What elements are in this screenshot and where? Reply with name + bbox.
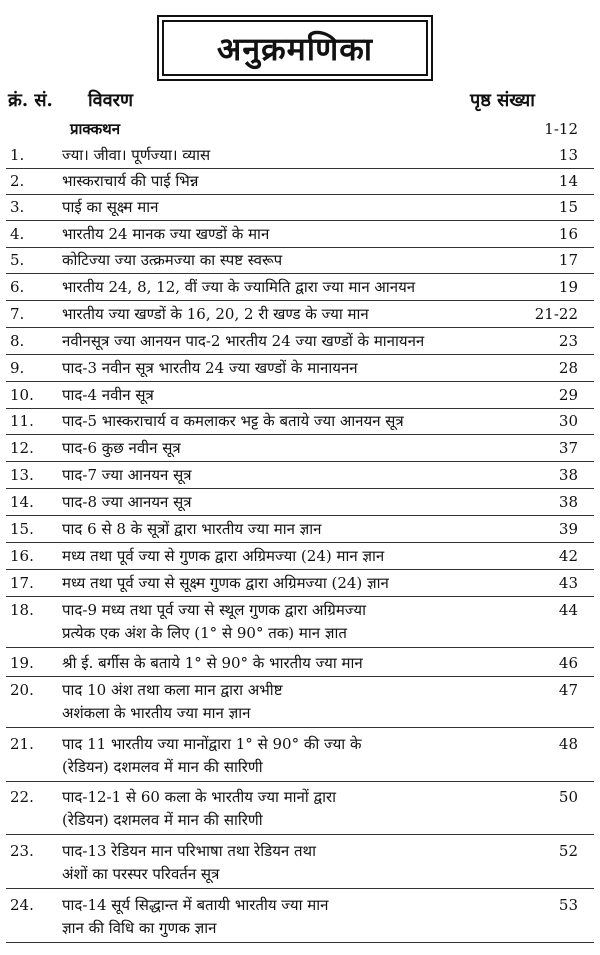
toc-entry-title: पाद-14 सूर्य सिद्धान्त में बतायी भारतीय ज्या मान [62, 896, 329, 914]
row-divider [6, 647, 594, 648]
toc-entry-title: पाद 11 भारतीय ज्या मानोंद्वारा 1° से 90° की ज्या के [62, 735, 362, 753]
toc-preface-label: प्राक्कथन [70, 120, 121, 138]
toc-entry-number: 21. [10, 735, 34, 753]
toc-entry-number: 6. [10, 278, 25, 296]
toc-entry-title: श्री ई. बर्गीस के बताये 1° से 90° के भारतीय ज्या मान [62, 654, 363, 672]
toc-entry-number: 23. [10, 842, 34, 860]
toc-entry-number: 20. [10, 681, 34, 699]
row-divider [6, 727, 594, 728]
toc-entry-page: 46 [558, 654, 578, 672]
toc-entry-title: पाद-6 कुछ नवीन सूत्र [62, 439, 181, 457]
toc-entry-title: पाद-8 ज्या आनयन सूत्र [62, 493, 192, 511]
row-divider [6, 834, 594, 835]
row-divider [6, 942, 594, 943]
toc-entry-page: 48 [558, 735, 578, 753]
toc-entry-title-continued: अशंकला के भारतीय ज्या मान ज्ञान [62, 704, 251, 722]
toc-entry-page: 17 [558, 251, 578, 269]
toc-entry-page: 44 [558, 601, 578, 619]
row-divider [6, 220, 594, 221]
toc-entry-title-continued: अंशों का परस्पर परिवर्तन सूत्र [62, 865, 220, 883]
toc-entry-number: 2. [10, 172, 25, 190]
row-divider [6, 596, 594, 597]
toc-entry-page: 52 [558, 842, 578, 860]
toc-entry-title: भारतीय 24, 8, 12, वीं ज्या के ज्यामिति द्वारा ज्या मान आनयन [62, 278, 416, 296]
toc-entry-title-continued: (रेडियन) दशमलव में मान की सारिणी [62, 758, 263, 776]
toc-entry-title: पाद-5 भास्कराचार्य व कमलाकर भट्ट के बताये ज्या आनयन सूत्र [62, 412, 404, 430]
toc-entry-number: 8. [10, 332, 25, 350]
toc-entry-title: पाद 10 अंश तथा कला मान द्वारा अभीष्ट [62, 681, 283, 699]
toc-entry-number: 7. [10, 305, 25, 323]
row-divider [6, 381, 594, 382]
toc-entry-page: 21-22 [534, 305, 578, 323]
toc-entry-title: भास्कराचार्य की पाई भिन्न [62, 172, 199, 190]
row-divider [6, 434, 594, 435]
toc-entry-page: 13 [558, 146, 578, 164]
toc-entry-page: 23 [558, 332, 578, 350]
toc-entry-number: 16. [10, 547, 34, 565]
toc-entry-title: पाद 6 से 8 के सूत्रों द्वारा भारतीय ज्या मान ज्ञान [62, 520, 322, 538]
row-divider [6, 676, 594, 677]
toc-entry-number: 13. [10, 466, 34, 484]
toc-entry-title: कोटिज्या ज्या उत्क्रमज्या का स्पष्ट स्वरूप [62, 251, 283, 269]
toc-entry-number: 11. [10, 412, 34, 430]
toc-entry-title: पाद-12-1 से 60 कला के भारतीय ज्या मानों द्वारा [62, 788, 337, 806]
row-divider [6, 194, 594, 195]
row-divider [6, 542, 594, 543]
toc-entry-title: पाई का सूक्ष्म मान [62, 198, 159, 216]
header-page-number: पृष्ठ संख्या [470, 90, 535, 111]
toc-entry-page: 43 [558, 574, 578, 592]
toc-entry-page: 39 [558, 520, 578, 538]
toc-entry-title: मध्य तथा पूर्व ज्या से गुणक द्वारा अग्रिमज्या (24) मान ज्ञान [62, 547, 385, 565]
toc-entry-title: भारतीय 24 मानक ज्या खण्डों के मान [62, 225, 270, 243]
toc-entry-page: 53 [558, 896, 578, 914]
toc-entry-title-continued: (रेडियन) दशमलव में मान की सारिणी [62, 811, 263, 829]
toc-entry-title: पाद-13 रेडियन मान परिभाषा तथा रेडियन तथा [62, 842, 317, 860]
row-divider [6, 515, 594, 516]
row-divider [6, 569, 594, 570]
toc-entry-page: 28 [558, 359, 578, 377]
row-divider [6, 247, 594, 248]
toc-entry-title-continued: ज्ञान की विधि का गुणक ज्ञान [62, 919, 217, 937]
toc-entry-page: 38 [558, 466, 578, 484]
row-divider [6, 888, 594, 889]
toc-entry-number: 5. [10, 251, 25, 269]
toc-entry-title-continued: प्रत्येक एक अंश के लिए (1° से 90° तक) मान ज्ञात [62, 624, 347, 642]
toc-entry-number: 18. [10, 601, 34, 619]
toc-entry-number: 14. [10, 493, 34, 511]
row-divider [6, 354, 594, 355]
row-divider [6, 300, 594, 301]
toc-entry-page: 37 [558, 439, 578, 457]
toc-entry-page: 14 [558, 172, 578, 190]
row-divider [6, 461, 594, 462]
toc-entry-page: 19 [558, 278, 578, 296]
toc-entry-number: 24. [10, 896, 34, 914]
toc-preface-page: 1-12 [544, 120, 578, 138]
toc-entry-number: 1. [10, 146, 25, 164]
toc-entry-title: ज्या। जीवा। पूर्णज्या। व्यास [62, 146, 211, 164]
toc-entry-number: 22. [10, 788, 34, 806]
row-divider [6, 408, 594, 409]
toc-entry-page: 16 [558, 225, 578, 243]
toc-entry-title: नवीनसूत्र ज्या आनयन पाद-2 भारतीय 24 ज्या खण्डों के मानायनन [62, 332, 425, 350]
row-divider [6, 168, 594, 169]
toc-entry-page: 42 [558, 547, 578, 565]
toc-entry-number: 15. [10, 520, 34, 538]
row-divider [6, 327, 594, 328]
toc-entry-number: 17. [10, 574, 34, 592]
toc-entry-title: पाद-9 मध्य तथा पूर्व ज्या से स्थूल गुणक द्वारा अग्रिमज्या [62, 601, 366, 619]
toc-entry-number: 10. [10, 386, 34, 404]
toc-entry-title: पाद-7 ज्या आनयन सूत्र [62, 466, 192, 484]
toc-entry-page: 30 [558, 412, 578, 430]
page-title: अनुक्रमणिका [162, 20, 428, 76]
toc-entry-page: 29 [558, 386, 578, 404]
toc-entry-title: पाद-3 नवीन सूत्र भारतीय 24 ज्या खण्डों के मानायनन [62, 359, 358, 377]
toc-entry-title: पाद-4 नवीन सूत्र [62, 386, 154, 404]
toc-entry-page: 15 [558, 198, 578, 216]
toc-entry-title: भारतीय ज्या खण्डों के 16, 20, 2 री खण्ड के ज्या मान [62, 305, 369, 323]
toc-entry-number: 9. [10, 359, 25, 377]
toc-entry-page: 47 [558, 681, 578, 699]
toc-entry-title: मध्य तथा पूर्व ज्या से सूक्ष्म गुणक द्वारा अग्रिमज्या (24) ज्ञान [62, 574, 389, 592]
toc-entry-number: 4. [10, 225, 25, 243]
toc-entry-page: 50 [558, 788, 578, 806]
toc-entry-page: 38 [558, 493, 578, 511]
header-description: विवरण [88, 90, 134, 111]
toc-entry-number: 12. [10, 439, 34, 457]
row-divider [6, 273, 594, 274]
row-divider [6, 488, 594, 489]
toc-entry-number: 3. [10, 198, 25, 216]
toc-entry-number: 19. [10, 654, 34, 672]
row-divider [6, 781, 594, 782]
header-serial-number: क्रं. सं. [8, 90, 53, 111]
